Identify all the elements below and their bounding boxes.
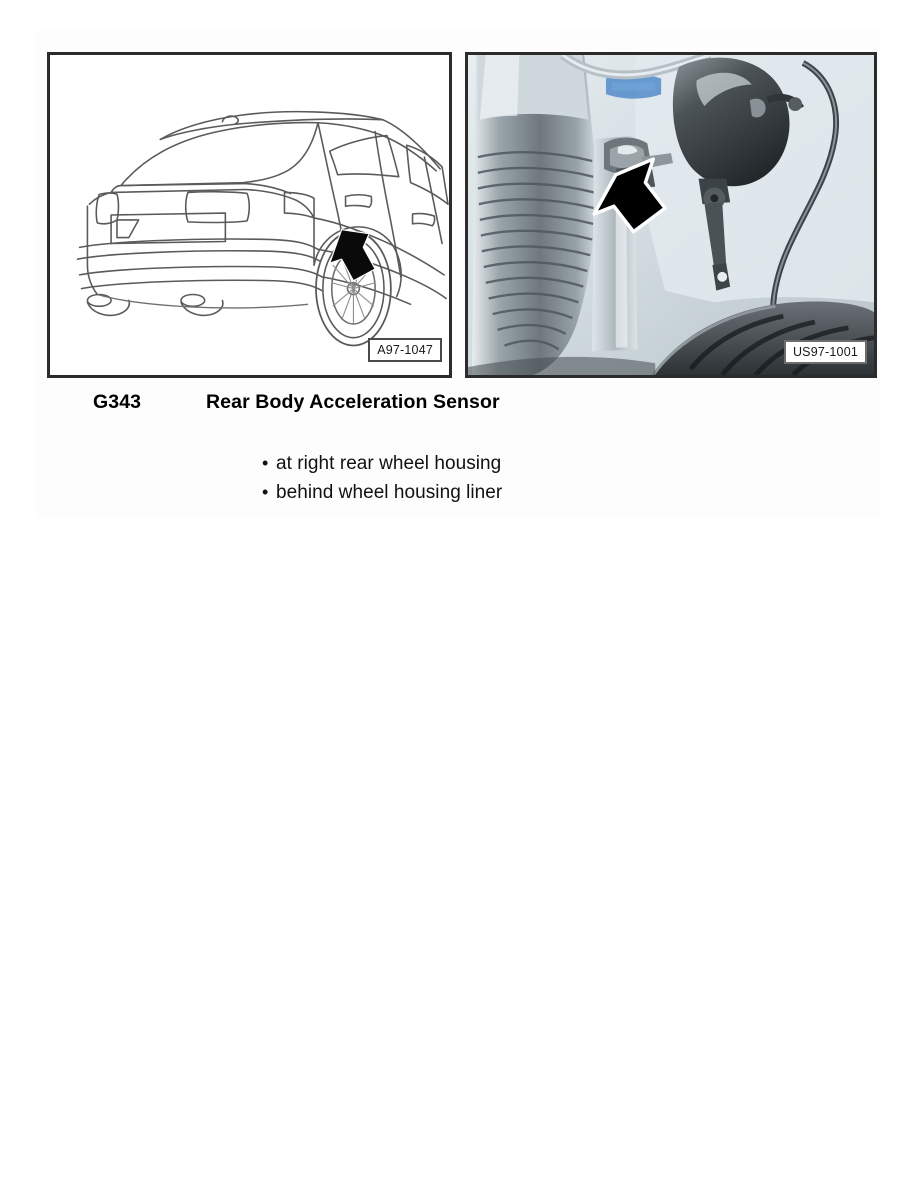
list-item (262, 478, 712, 507)
figure-row (47, 52, 877, 378)
suspension-photograph (468, 55, 874, 375)
figure-caption (47, 391, 877, 417)
drawing-reference-label: A97-1047 (368, 338, 442, 362)
component-title: Rear Body Acceleration Sensor (206, 391, 500, 413)
rear-suspension-photo (468, 55, 874, 375)
figure-panel-right (465, 52, 877, 378)
line-drawing-illustration (50, 55, 449, 375)
list-item-label: behind wheel housing liner (276, 482, 503, 503)
list-item-label: at right rear wheel housing (276, 453, 502, 474)
component-code: G343 (93, 391, 142, 413)
location-notes-list (262, 449, 712, 507)
bullet-icon: • (262, 482, 269, 502)
bullet-icon: • (262, 453, 269, 473)
photo-reference-label: US97-1001 (784, 340, 867, 364)
sedan-rear-view-drawing (50, 55, 449, 375)
figure-panel-left (47, 52, 452, 378)
list-item (262, 449, 712, 478)
